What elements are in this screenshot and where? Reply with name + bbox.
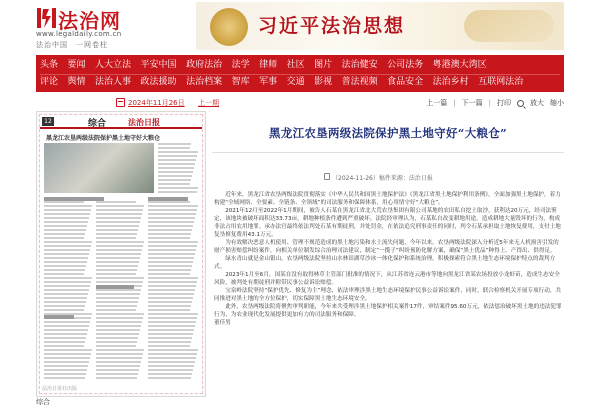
page-text-line bbox=[148, 301, 192, 303]
page-text-line bbox=[96, 329, 140, 331]
nav-item[interactable]: 头条 bbox=[40, 60, 59, 70]
page-text-line bbox=[96, 261, 139, 263]
page-text-line bbox=[148, 369, 193, 371]
page-text-line bbox=[148, 273, 190, 275]
page-text-line bbox=[44, 269, 85, 271]
page-subheading bbox=[148, 197, 188, 201]
page-text-line bbox=[148, 257, 194, 259]
page-text-line bbox=[96, 309, 136, 311]
article-paragraph: 2023年1月至6月，国某在没有取得林草主管部门批准的情况下，从江苏省连云港市等地向黑龙江省某农场投放小龙虾苗，造成生态安全风险，被判处有期徒刑并附带民事公益诉讼赔偿。 bbox=[214, 272, 560, 286]
nav-item[interactable]: 普法视频 bbox=[341, 77, 378, 87]
page-text-line bbox=[96, 365, 140, 367]
page-text-line bbox=[148, 261, 193, 263]
page-text-line bbox=[158, 159, 196, 161]
page-text-line bbox=[148, 325, 195, 327]
page-text-line bbox=[44, 245, 91, 247]
nav-item[interactable]: 人大立法 bbox=[95, 60, 132, 70]
page-masthead bbox=[40, 115, 202, 129]
page-text-line bbox=[96, 245, 143, 247]
page-text-line bbox=[44, 261, 87, 263]
page-text-line bbox=[44, 273, 84, 275]
nav-item[interactable]: 平安中国 bbox=[140, 60, 177, 70]
nav-row-primary bbox=[40, 57, 496, 74]
page-text-line bbox=[148, 217, 195, 219]
page-text-line bbox=[44, 305, 85, 307]
page-subheading bbox=[96, 285, 134, 289]
nav-item[interactable]: 军事 bbox=[259, 77, 278, 87]
nav-item[interactable]: 舆情 bbox=[67, 77, 86, 87]
page-lead-headline: 黑龙江农垦两级法院保护黑土地守好大粮仓 bbox=[46, 135, 161, 142]
page-text-line bbox=[96, 317, 143, 319]
nav-item[interactable]: 公司法务 bbox=[387, 60, 424, 70]
page-text-line bbox=[96, 233, 137, 235]
page-text-line bbox=[96, 265, 138, 267]
enlarge-link[interactable]: 放大 bbox=[530, 99, 544, 107]
article-panel bbox=[212, 97, 564, 401]
title-divider bbox=[212, 152, 564, 153]
page-text-line bbox=[96, 325, 141, 327]
nav-item[interactable]: 评论 bbox=[40, 77, 59, 87]
page-text-line bbox=[158, 167, 194, 169]
page-text-line bbox=[44, 341, 85, 343]
page-text-line bbox=[96, 213, 142, 215]
page-text-line bbox=[96, 217, 141, 219]
issue-date-bar bbox=[36, 97, 219, 109]
page-text-line bbox=[148, 345, 190, 347]
logo-text: 法治网 bbox=[58, 9, 121, 33]
page-text-line bbox=[148, 209, 197, 211]
page-text-line bbox=[148, 341, 191, 343]
document-icon bbox=[324, 173, 330, 180]
page-text-line bbox=[44, 369, 87, 371]
page-text-line bbox=[96, 281, 143, 283]
page-text-line bbox=[44, 301, 86, 303]
page-text-line bbox=[44, 257, 88, 259]
page-text-line bbox=[148, 293, 194, 295]
page-text-line bbox=[96, 361, 141, 363]
next-article-link[interactable]: 下一篇 bbox=[461, 99, 483, 107]
page-text-line bbox=[44, 325, 89, 327]
nav-item[interactable]: 法治人事 bbox=[95, 77, 132, 87]
nav-item[interactable]: 互联网法治 bbox=[478, 77, 524, 87]
page-text-line bbox=[44, 329, 88, 331]
page-text-line bbox=[44, 333, 87, 335]
page-text-line bbox=[148, 241, 198, 243]
page-text-line bbox=[44, 289, 89, 291]
page-text-line bbox=[44, 357, 90, 359]
site-url: www.legaldaily.com.cn bbox=[36, 30, 122, 38]
page-text-line bbox=[148, 229, 192, 231]
nav-item[interactable]: 法治档案 bbox=[186, 77, 223, 87]
page-text-line bbox=[96, 333, 139, 335]
page-text-line bbox=[96, 209, 143, 211]
article-author: 董佳男 bbox=[214, 320, 231, 326]
page-text-line bbox=[96, 313, 144, 315]
page-text-line bbox=[96, 373, 138, 375]
page-text-line bbox=[148, 305, 191, 307]
page-text-line bbox=[148, 373, 192, 375]
nav-item[interactable]: 法治健安 bbox=[341, 60, 378, 70]
page-text-line bbox=[96, 277, 144, 279]
page-text-line bbox=[148, 265, 192, 267]
page-text-line bbox=[148, 313, 198, 315]
page-text-line bbox=[96, 301, 138, 303]
article-paragraph: 为有效解决恶意人机使用、管理不规范造成的黑土地污染和水土流失问题，今年以来，农垦两级法院深入分析近5年来无人机损害引发的财产损害赔偿纠纷案件，向相关单位制发综合治理司法建议，制定“一揽子”纠纷预防化解方案，确保“黑土优品”种得上、产得出、供得足。 bbox=[214, 240, 559, 254]
page-text-line bbox=[148, 253, 195, 255]
site-logo[interactable] bbox=[36, 6, 120, 32]
page-text-line bbox=[44, 345, 84, 347]
main-nav bbox=[36, 55, 564, 92]
page-text-line bbox=[44, 281, 91, 283]
article-paragraph: 宝泉岭法院坚持“保护优先、修复为主”理念，依法审理涉黑土地生态环境保护民事公益诉讼案件，同时，联合检察机关开展专项行动，共同推进对黑土地的全方位保护，切实保障黑土地生态环境安全。 bbox=[214, 288, 562, 302]
page-text-line bbox=[96, 337, 138, 339]
page-thumbnail[interactable] bbox=[36, 111, 206, 397]
shrink-link[interactable]: 缩小 bbox=[550, 99, 564, 107]
page-text-line bbox=[44, 277, 92, 279]
page-text-line bbox=[44, 241, 92, 243]
page-section: 综合 bbox=[88, 119, 107, 129]
nav-item[interactable]: 食品安全 bbox=[387, 77, 424, 87]
page-text-line bbox=[44, 309, 84, 311]
page-photo bbox=[44, 143, 154, 193]
page-text-line bbox=[158, 171, 193, 173]
page-text-line bbox=[158, 151, 198, 153]
page-text-line bbox=[148, 221, 194, 223]
page-text-line bbox=[44, 229, 86, 231]
page-text-line bbox=[148, 377, 191, 379]
article-title: 黑龙江农垦两级法院保护黑土地守好“大粮仓” bbox=[268, 126, 508, 140]
page-text-line bbox=[96, 241, 144, 243]
page-text-line bbox=[44, 365, 88, 367]
nav-item[interactable]: 粤港澳大湾区 bbox=[432, 60, 487, 70]
nav-item[interactable]: 图片 bbox=[314, 60, 333, 70]
page-text-line bbox=[158, 175, 192, 177]
nav-item[interactable]: 法治乡村 bbox=[432, 77, 469, 87]
page-text-line bbox=[44, 361, 89, 363]
page-footer: 法治日报社出版 bbox=[42, 386, 78, 392]
page-text-line bbox=[148, 365, 194, 367]
page-text-line bbox=[96, 349, 144, 351]
page-text-line bbox=[148, 269, 191, 271]
magnify-icon[interactable] bbox=[517, 100, 524, 107]
page-text-line bbox=[158, 191, 197, 193]
site-slogan: 法治中国 一网卷柱 bbox=[36, 41, 108, 49]
page-text-line bbox=[44, 205, 92, 207]
page-text-line bbox=[96, 353, 143, 355]
emblem-icon bbox=[210, 8, 248, 46]
print-link[interactable]: 打印 bbox=[497, 99, 511, 107]
page-text-line bbox=[96, 201, 136, 203]
logo-mark-icon bbox=[36, 6, 58, 30]
page-text-line bbox=[44, 225, 87, 227]
previous-issue-link[interactable]: 上一期 bbox=[198, 99, 219, 107]
page-caption: 综合 bbox=[36, 398, 50, 406]
page-text-line bbox=[44, 373, 86, 375]
toolbar-separator: | bbox=[488, 99, 491, 107]
page-text-line bbox=[44, 213, 90, 215]
page-text-line bbox=[44, 321, 90, 323]
page-text-line bbox=[148, 201, 190, 203]
page-text-line bbox=[44, 337, 86, 339]
page-text-line bbox=[44, 201, 84, 203]
page-text-line bbox=[158, 183, 190, 185]
page-number: 12 bbox=[42, 117, 54, 126]
page-text-line bbox=[96, 297, 139, 299]
page-text-line bbox=[44, 221, 88, 223]
page-text-line bbox=[148, 297, 193, 299]
page-text-line bbox=[96, 345, 136, 347]
page-text-line bbox=[148, 233, 191, 235]
page-text-line bbox=[44, 233, 85, 235]
theme-banner[interactable] bbox=[196, 2, 564, 50]
page-subheading bbox=[44, 315, 74, 319]
toolbar-separator: | bbox=[453, 99, 456, 107]
page-text-line bbox=[148, 245, 197, 247]
page-text-line bbox=[148, 285, 196, 287]
page-text-line bbox=[96, 369, 139, 371]
page-text-line bbox=[96, 237, 136, 239]
calendar-icon[interactable] bbox=[116, 98, 125, 107]
page-text-line bbox=[44, 285, 90, 287]
page-text-line bbox=[148, 205, 198, 207]
banner-decoration bbox=[464, 10, 554, 42]
page-text-line bbox=[96, 249, 142, 251]
nav-item[interactable]: 社区 bbox=[286, 60, 305, 70]
page-text-line bbox=[148, 277, 198, 279]
page-text-line bbox=[96, 205, 144, 207]
issue-date-link[interactable]: 2024年11月26日 bbox=[128, 99, 185, 107]
page-text-line bbox=[96, 253, 141, 255]
nav-item[interactable]: 政法援助 bbox=[140, 77, 177, 87]
page-text-line bbox=[44, 209, 91, 211]
page-text-line bbox=[44, 265, 86, 267]
page-text-line bbox=[148, 289, 195, 291]
page-text-line bbox=[148, 321, 196, 323]
banner-title: 习近平法治思想 bbox=[258, 15, 406, 37]
page-text-line bbox=[44, 217, 89, 219]
page-text-line bbox=[158, 147, 190, 149]
page-text-line bbox=[148, 329, 194, 331]
page-text-line bbox=[148, 225, 193, 227]
page-text-line bbox=[44, 253, 89, 255]
page-text-line bbox=[96, 229, 138, 231]
page-text-line bbox=[44, 349, 92, 351]
page-brand: 法治日报 bbox=[128, 117, 160, 127]
article-body bbox=[214, 191, 564, 327]
page-text-line bbox=[96, 269, 137, 271]
page-text-line bbox=[96, 289, 141, 291]
page-text-line bbox=[158, 179, 191, 181]
nav-item[interactable]: 政府法治 bbox=[186, 60, 223, 70]
page-text-line bbox=[44, 377, 85, 379]
page-text-line bbox=[96, 321, 142, 323]
page-text-line bbox=[148, 357, 196, 359]
nav-item[interactable]: 智库 bbox=[231, 77, 250, 87]
article-meta: （2024-11-26）稿件来源：法治日报 bbox=[332, 175, 433, 182]
newspaper-page-image bbox=[40, 115, 202, 393]
page-text-line bbox=[96, 377, 137, 379]
prev-article-link[interactable]: 上一篇 bbox=[426, 99, 448, 107]
article-toolbar bbox=[420, 97, 564, 109]
page-text-line bbox=[148, 349, 198, 351]
page-text-line bbox=[96, 221, 140, 223]
page-text-line bbox=[96, 305, 137, 307]
nav-item[interactable]: 交通 bbox=[286, 77, 305, 87]
page-text-line bbox=[44, 353, 91, 355]
page-text-line bbox=[44, 237, 84, 239]
page-text-line bbox=[148, 249, 196, 251]
article-paragraph: 此外，农垦两级法院将聚焦审判职能，今年来共受理涉黑土地保护相关案件17件，审结案件95.60万元，依法惩治破坏黑土地的违法犯罪行为，为农业现代化发展提供更加有力的司法服务和保障。 bbox=[214, 304, 562, 318]
page-text-line bbox=[158, 143, 191, 145]
nav-item[interactable]: 法学 bbox=[231, 60, 250, 70]
nav-item[interactable]: 律师 bbox=[259, 60, 278, 70]
page-text-line bbox=[96, 341, 137, 343]
page-text-line bbox=[148, 309, 190, 311]
page-text-line bbox=[158, 187, 198, 189]
page-text-line bbox=[148, 337, 192, 339]
page-text-line bbox=[148, 281, 197, 283]
page-text-line bbox=[96, 225, 139, 227]
page-text-line bbox=[158, 163, 195, 165]
article-paragraph: 近年来，黑龙江省农垦两级法院贯彻落实《中华人民共和国黑土地保护法》《黑龙江省黑土地保护利用条例》，全面加强黑土地保护，着力构建“全域网络、全要素、全链条、全领域”的司法服务和保障体系，用心用情守好“大粮仓”。 bbox=[214, 192, 561, 206]
page-text-line bbox=[44, 293, 88, 295]
article-paragraph: 绿水青山就是金山银山。农垦两级法院坚持山水林田湖草沙冰一体化保护和系统治理，积极探索符合黑土地生态环境保护特点的裁判方式。 bbox=[214, 256, 556, 270]
page-text-line bbox=[148, 237, 190, 239]
page-text-line bbox=[96, 293, 140, 295]
page-text-line bbox=[96, 357, 142, 359]
page-subheading bbox=[44, 197, 104, 201]
page-text-line bbox=[44, 249, 90, 251]
nav-row-secondary bbox=[40, 74, 533, 91]
site-header bbox=[0, 0, 600, 54]
page-text-line bbox=[148, 353, 197, 355]
nav-item[interactable]: 要闻 bbox=[67, 60, 86, 70]
page-text-line bbox=[148, 361, 195, 363]
page-text-line bbox=[148, 213, 196, 215]
page-text-line bbox=[96, 273, 136, 275]
page-text-line bbox=[158, 155, 197, 157]
page-text-line bbox=[96, 257, 140, 259]
page-text-line bbox=[148, 317, 197, 319]
page-text-line bbox=[148, 333, 193, 335]
nav-item[interactable]: 影视 bbox=[314, 77, 333, 87]
article-paragraph: 2021年12月至2022年1月期间，被告人石某在黑龙江省北大荒农垦集团有限公司某地的农田私自挖土取沙，获利达20万元，经司法鉴定，该地块被破坏面积达33.73亩，耕地种植条件遭到严重破坏。法院经审理认为，石某私自改变耕地用途，造成耕地大量毁坏的行为，构成非法占用农用地罪。承办法官最终依法判处石某有期徒刑，并处罚金，在依法追究刑事责任的同时，判令石某承担取土地恢复费用，支付土地复垦修复费用43.1万元。 bbox=[214, 208, 561, 238]
page-text-line bbox=[44, 297, 87, 299]
